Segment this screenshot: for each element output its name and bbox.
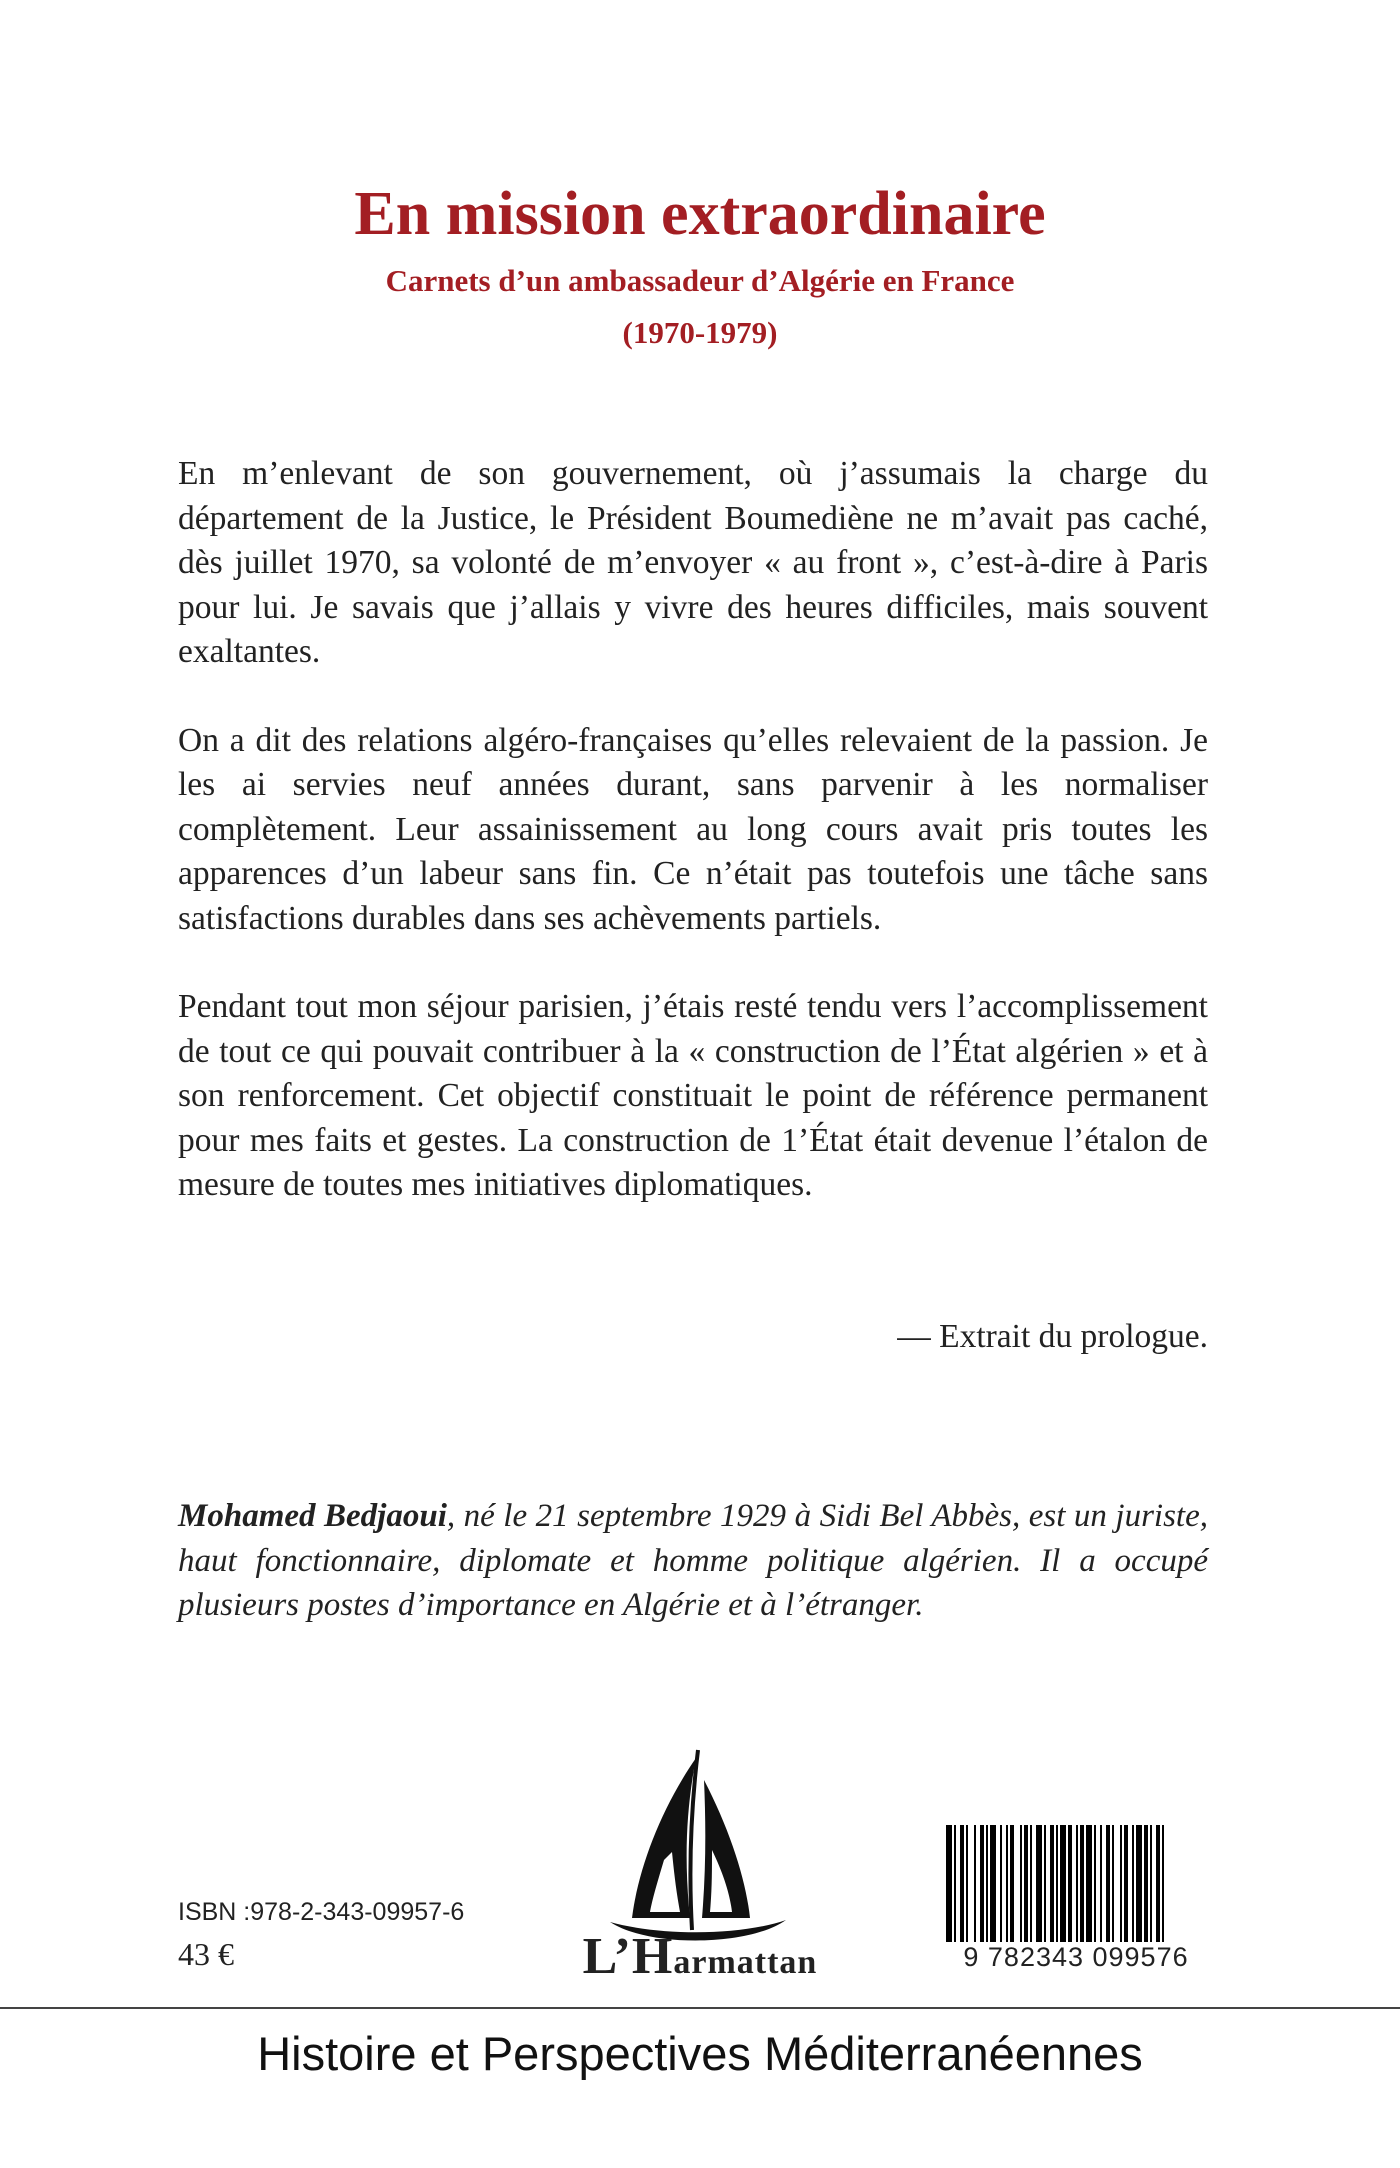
blurb-text [178,452,1208,1252]
blurb-paragraph: Pendant tout mon séjour parisien, j’étais resté tendu vers l’accomplissement de tout ce qui pouvait contribuer à la « construction de l’État algérien » et à son renforcement. Cet objectif constituait le point de référence permanent pour mes faits et gestes. La construction de 1’État était devenue l’étalon de mesure de toutes mes initiatives diplomatiques. [178,988,1208,1203]
barcode-bar [1020,1825,1022,1943]
barcode-bar [1086,1825,1092,1943]
barcode-bar [954,1825,956,1943]
publisher-name [580,1927,820,1986]
barcode-bar [1150,1825,1152,1943]
barcode-bar [1010,1825,1014,1943]
barcode-bar [960,1825,964,1943]
barcode-bar [966,1825,968,1943]
author-name: Mohamed Bedjaoui [178,1498,447,1534]
barcode-bar [1136,1825,1142,1943]
barcode-bar [1060,1825,1066,1943]
barcode-bar [1036,1825,1042,1943]
author-bio [178,1494,1208,1628]
barcode-bar [1000,1825,1002,1943]
footer-divider [0,2007,1400,2009]
book-title: En mission extraordinaire [354,180,1046,248]
barcode-bar [1132,1825,1134,1943]
author-bio-text: , né le 21 septembre 1929 à Sidi Bel Abbès, est un juriste, haut fonctionnaire, diplomate et homme politique algérien. Il a occupé plusieurs postes d’importance en Algérie et à l’étranger. [178,1498,1209,1623]
barcode-bar [1024,1825,1028,1943]
publisher-initial: L’H [582,1928,674,1985]
barcode-bar [1056,1825,1058,1943]
barcode-bar [1162,1825,1164,1943]
book-dates: (1970-1979) [622,315,778,351]
excerpt-note: — Extrait du prologue. [897,1318,1208,1355]
book-subtitle: Carnets d’un ambassadeur d’Algérie en France [385,263,1015,299]
series-name: Histoire et Perspectives Méditerranéennes [257,2027,1143,2080]
barcode-digits: 9 782343 099576 [944,1942,1208,1973]
barcode-bar [1050,1825,1054,1943]
barcode-bar [974,1825,976,1943]
barcode-bar [990,1825,996,1943]
barcode-bar [1094,1825,1096,1943]
isbn: ISBN :978-2-343-09957-6 [178,1898,465,1926]
barcode-bar [1044,1825,1046,1943]
barcode-bar [986,1825,988,1943]
barcode-bar [1156,1825,1160,1943]
barcode-bar [1144,1825,1148,1943]
barcode-bar [1124,1825,1128,1943]
barcode-bar [1068,1825,1072,1943]
blurb-paragraph: En m’enlevant de son gouvernement, où j’assumais la charge du département de la Justice, le Président Boumediène ne m’avait pas caché, dès juillet 1970, sa volonté de m’envoyer « au front », c’est-à-dire à Paris pour lui. Je savais que j’allais y vivre des heures difficiles, mais souvent exaltantes. [178,455,1208,670]
barcode-bar [1080,1825,1084,1943]
barcode-bar [1030,1825,1032,1943]
barcode-bar [1076,1825,1078,1943]
blurb-paragraph: On a dit des relations algéro-françaises qu’elles relevaient de la passion. Je les ai servies neuf années durant, sans parvenir à les normaliser complètement. Leur assainissement au long cours avait pris toutes les apparences d’un labeur sans fin. Ce n’était pas toutefois une tâche sans satisfactions durables dans ses achèvements partiels. [178,721,1208,937]
publisher-rest: armattan [673,1944,818,1981]
price: 43 € [178,1936,234,1972]
barcode-bar [1112,1825,1114,1943]
barcode-bar [1100,1825,1102,1943]
barcode-bar [1006,1825,1008,1943]
barcode-bar [1120,1825,1122,1943]
title-block [0,180,1400,351]
barcode-bar [946,1825,952,1943]
barcode-bar [980,1825,984,1943]
barcode-bar [1106,1825,1110,1943]
